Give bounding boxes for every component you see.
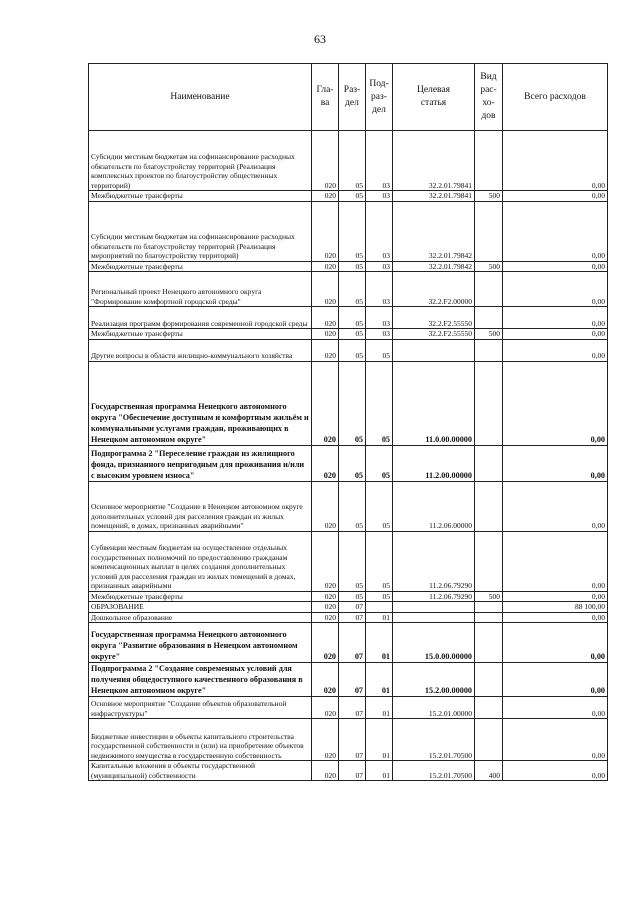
row-total: 0,00 — [503, 191, 608, 202]
row-vid — [475, 531, 503, 591]
table-row — [89, 612, 608, 623]
row-total: 0,00 — [503, 697, 608, 719]
row-name: Дошкольное образование — [89, 612, 312, 623]
row-name: Основное мероприятие "Создание объектов образовательной инфраструктуры" — [89, 697, 312, 719]
row-statya — [393, 339, 475, 361]
row-total: 0,00 — [503, 261, 608, 272]
row-razdel: 07 — [339, 623, 366, 663]
table-row — [89, 531, 608, 591]
table-body — [89, 131, 608, 781]
row-name: Государственная программа Ненецкого автономного округа "Развитие образования в Ненецком автономном округе" — [89, 623, 312, 663]
table-row — [89, 307, 608, 329]
table-row — [89, 201, 608, 261]
row-razdel: 05 — [339, 201, 366, 261]
row-glava: 020 — [312, 697, 339, 719]
row-total: 88 100,00 — [503, 602, 608, 613]
row-razdel: 05 — [339, 131, 366, 191]
row-statya: 32.2.01.79842 — [393, 261, 475, 272]
header-razdel: Раз- дел — [339, 64, 366, 131]
row-total: 0,00 — [503, 481, 608, 531]
header-vid: Вид рас- хо- дов — [475, 64, 503, 131]
row-name: Государственная программа Ненецкого автономного округа "Обеспечение доступным и комфортным жильём и коммунальными услугами граждан, проживающих в Ненецком автономном округе" — [89, 361, 312, 445]
row-vid — [475, 719, 503, 761]
row-glava: 020 — [312, 761, 339, 781]
row-vid — [475, 272, 503, 307]
row-podrazdel: 01 — [366, 612, 393, 623]
header-glava: Гла- ва — [312, 64, 339, 131]
row-podrazdel: 05 — [366, 531, 393, 591]
table-row — [89, 481, 608, 531]
header-total: Всего расходов — [503, 64, 608, 131]
header-statya: Целевая статья — [393, 64, 475, 131]
row-total: 0,00 — [503, 272, 608, 307]
row-glava: 020 — [312, 531, 339, 591]
row-glava: 020 — [312, 623, 339, 663]
row-name: Межбюджетные трансферты — [89, 591, 312, 602]
row-name: Подпрограмма 2 "Переселение граждан из жилищного фонда, признанного непригодным для проживания и/или с высоким уровнем износа" — [89, 445, 312, 481]
row-glava: 020 — [312, 602, 339, 613]
row-statya: 11.2.06.79290 — [393, 591, 475, 602]
row-podrazdel: 03 — [366, 201, 393, 261]
row-statya: 11.0.00.00000 — [393, 361, 475, 445]
row-vid — [475, 201, 503, 261]
row-glava: 020 — [312, 272, 339, 307]
row-vid — [475, 445, 503, 481]
row-razdel: 07 — [339, 719, 366, 761]
row-total: 0,00 — [503, 361, 608, 445]
row-razdel: 07 — [339, 697, 366, 719]
row-glava: 020 — [312, 201, 339, 261]
row-statya: 15.2.01.00000 — [393, 697, 475, 719]
table-row — [89, 361, 608, 445]
row-statya: 15.0.00.00000 — [393, 623, 475, 663]
row-statya — [393, 612, 475, 623]
row-name: Межбюджетные трансферты — [89, 191, 312, 202]
row-razdel: 05 — [339, 591, 366, 602]
row-total: 0,00 — [503, 131, 608, 191]
row-glava: 020 — [312, 339, 339, 361]
row-name: Бюджетные инвестиции в объекты капитального строительства государственной собственности и (или) на приобретение объектов недвижимого имущества в государственную собственность — [89, 719, 312, 761]
row-vid — [475, 307, 503, 329]
row-total: 0,00 — [503, 307, 608, 329]
table-row — [89, 623, 608, 663]
row-glava: 020 — [312, 361, 339, 445]
row-vid — [475, 602, 503, 613]
row-statya: 11.2.06.79290 — [393, 531, 475, 591]
row-vid — [475, 131, 503, 191]
row-total: 0,00 — [503, 719, 608, 761]
row-total: 0,00 — [503, 663, 608, 697]
row-razdel: 05 — [339, 191, 366, 202]
row-razdel: 07 — [339, 663, 366, 697]
row-name: Субсидии местным бюджетам на софинансирование расходных обязательств по благоустройству территорий (Реализация комплексных проектов по благоустройству общественных территорий) — [89, 131, 312, 191]
row-podrazdel: 03 — [366, 272, 393, 307]
row-razdel: 05 — [339, 445, 366, 481]
row-total: 0,00 — [503, 445, 608, 481]
row-statya: 32.2.F2.55550 — [393, 329, 475, 340]
row-statya: 32.2.01.79842 — [393, 201, 475, 261]
row-podrazdel: 03 — [366, 307, 393, 329]
page-number: 63 — [314, 32, 326, 46]
row-total: 0,00 — [503, 612, 608, 623]
row-podrazdel: 05 — [366, 361, 393, 445]
row-name: Реализация программ формирования современной городской среды — [89, 307, 312, 329]
row-glava: 020 — [312, 329, 339, 340]
row-razdel: 05 — [339, 261, 366, 272]
table-row — [89, 329, 608, 340]
row-podrazdel: 01 — [366, 719, 393, 761]
row-razdel: 05 — [339, 272, 366, 307]
row-glava: 020 — [312, 191, 339, 202]
row-total: 0,00 — [503, 591, 608, 602]
row-podrazdel: 01 — [366, 761, 393, 781]
row-total: 0,00 — [503, 201, 608, 261]
table-row — [89, 261, 608, 272]
row-name: Межбюджетные трансферты — [89, 329, 312, 340]
table-row — [89, 445, 608, 481]
row-glava: 020 — [312, 445, 339, 481]
row-podrazdel — [366, 602, 393, 613]
row-podrazdel: 05 — [366, 339, 393, 361]
row-vid — [475, 339, 503, 361]
row-podrazdel: 01 — [366, 623, 393, 663]
row-statya: 15.2.00.00000 — [393, 663, 475, 697]
row-name: Подпрограмма 2 "Создание современных условий для получения общедоступного качественного образования в Ненецком автономном округе" — [89, 663, 312, 697]
row-podrazdel: 01 — [366, 663, 393, 697]
row-vid — [475, 612, 503, 623]
row-vid: 500 — [475, 191, 503, 202]
budget-table — [88, 63, 608, 781]
row-vid — [475, 361, 503, 445]
row-podrazdel: 01 — [366, 697, 393, 719]
row-razdel: 05 — [339, 531, 366, 591]
row-vid: 500 — [475, 261, 503, 272]
row-razdel: 07 — [339, 612, 366, 623]
row-name: Основное мероприятие "Создание в Ненецком автономном округе дополнительных условий для расселения граждан из жилых помещений, в домах, признанных аварийными" — [89, 481, 312, 531]
row-podrazdel: 03 — [366, 191, 393, 202]
row-glava: 020 — [312, 591, 339, 602]
row-total: 0,00 — [503, 761, 608, 781]
row-name: Региональный проект Ненецкого автономного округа "Формирование комфортной городской среды" — [89, 272, 312, 307]
row-name: Межбюджетные трансферты — [89, 261, 312, 272]
row-statya: 32.2.01.79841 — [393, 191, 475, 202]
row-total: 0,00 — [503, 623, 608, 663]
table-row — [89, 761, 608, 781]
table-row — [89, 191, 608, 202]
row-razdel: 07 — [339, 761, 366, 781]
row-razdel: 05 — [339, 361, 366, 445]
row-name: Субвенции местным бюджетам на осуществление отдельных государственных полномочий по предоставлению гражданам компенсационных выплат в целях создания дополнительных условий для расселения граждан из жилых помещений в домах, признанных аварийными — [89, 531, 312, 591]
row-glava: 020 — [312, 131, 339, 191]
row-statya: 11.2.06.00000 — [393, 481, 475, 531]
table-row — [89, 697, 608, 719]
row-vid — [475, 623, 503, 663]
row-vid — [475, 481, 503, 531]
row-razdel: 05 — [339, 339, 366, 361]
table-row — [89, 339, 608, 361]
row-glava: 020 — [312, 307, 339, 329]
row-podrazdel: 03 — [366, 131, 393, 191]
table-row — [89, 719, 608, 761]
row-name: Другие вопросы в области жилищно-коммунального хозяйства — [89, 339, 312, 361]
row-statya: 15.2.01.70500 — [393, 719, 475, 761]
row-podrazdel: 05 — [366, 481, 393, 531]
row-statya: 32.2.F2.00000 — [393, 272, 475, 307]
row-statya: 32.2.01.79841 — [393, 131, 475, 191]
table-row — [89, 272, 608, 307]
row-vid — [475, 663, 503, 697]
row-statya: 11.2.00.00000 — [393, 445, 475, 481]
row-podrazdel: 03 — [366, 329, 393, 340]
row-razdel: 07 — [339, 602, 366, 613]
row-name: ОБРАЗОВАНИЕ — [89, 602, 312, 613]
row-glava: 020 — [312, 612, 339, 623]
row-total: 0,00 — [503, 531, 608, 591]
row-vid — [475, 697, 503, 719]
row-total: 0,00 — [503, 339, 608, 361]
row-glava: 020 — [312, 663, 339, 697]
row-vid: 400 — [475, 761, 503, 781]
row-glava: 020 — [312, 481, 339, 531]
row-vid: 500 — [475, 591, 503, 602]
row-statya: 32.2.F2.55550 — [393, 307, 475, 329]
header-podrazdel: Под- раз- дел — [366, 64, 393, 131]
row-statya — [393, 602, 475, 613]
table-row — [89, 131, 608, 191]
row-razdel: 05 — [339, 481, 366, 531]
table-row — [89, 591, 608, 602]
row-razdel: 05 — [339, 307, 366, 329]
row-glava: 020 — [312, 719, 339, 761]
table-row — [89, 602, 608, 613]
row-name: Субсидии местным бюджетам на софинансирование расходных обязательств по благоустройству территорий (Реализация мероприятий по благоустройству территорий) — [89, 201, 312, 261]
table-row — [89, 663, 608, 697]
row-podrazdel: 05 — [366, 591, 393, 602]
row-podrazdel: 03 — [366, 261, 393, 272]
row-statya: 15.2.01.70500 — [393, 761, 475, 781]
row-podrazdel: 05 — [366, 445, 393, 481]
row-total: 0,00 — [503, 329, 608, 340]
row-name: Капитальные вложения в объекты государственной (муниципальной) собственности — [89, 761, 312, 781]
table-header-row — [89, 64, 608, 131]
row-razdel: 05 — [339, 329, 366, 340]
header-name: Наименование — [89, 64, 312, 131]
row-vid: 500 — [475, 329, 503, 340]
row-glava: 020 — [312, 261, 339, 272]
